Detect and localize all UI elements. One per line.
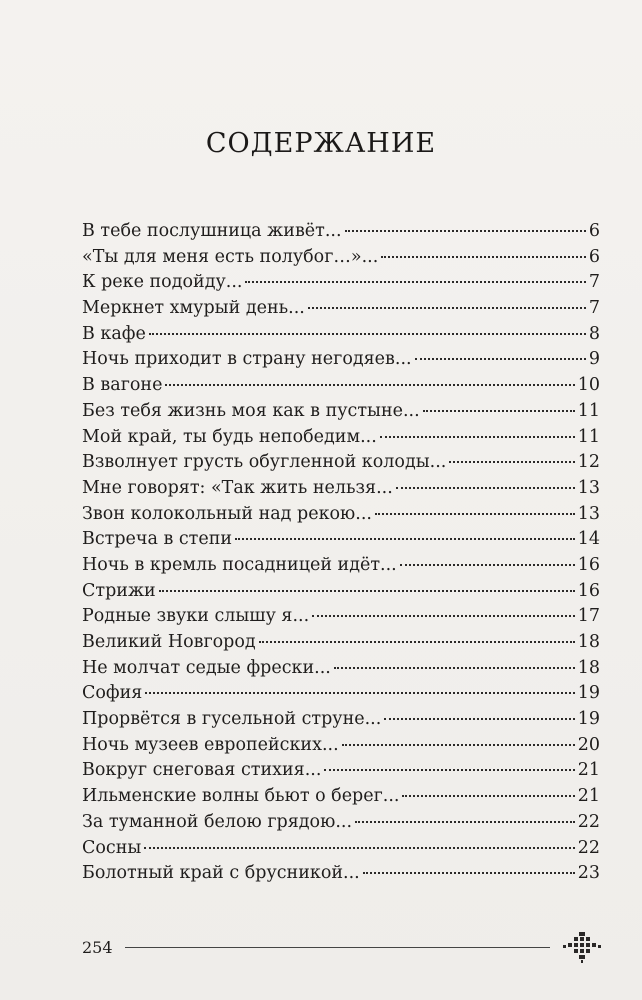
toc-leader-dots — [235, 538, 575, 540]
toc-entry-title: Взволнует грусть обугленной колоды... — [82, 452, 447, 473]
toc-leader-dots — [363, 872, 575, 874]
toc-entry — [82, 401, 600, 427]
toc-leader-dots — [144, 847, 574, 849]
toc-leader-dots — [423, 410, 575, 412]
toc-entry-page: 8 — [588, 323, 600, 344]
toc-leader-dots — [308, 307, 586, 309]
toc-entry — [82, 632, 600, 658]
toc-entry-page: 19 — [577, 683, 600, 704]
toc-leader-dots — [449, 461, 574, 463]
toc-entry — [82, 658, 600, 684]
toc-entry-title: В кафе — [82, 323, 146, 344]
toc-entry-title: Вокруг снеговая стихия... — [82, 760, 322, 781]
toc-entry-title: София — [82, 683, 143, 704]
toc-leader-dots — [342, 744, 575, 746]
toc-entry — [82, 247, 600, 273]
toc-entry — [82, 375, 600, 401]
toc-entry-title: В тебе послушница живёт... — [82, 221, 342, 241]
toc-leader-dots — [312, 615, 575, 617]
toc-entry-page: 23 — [577, 863, 600, 884]
toc-entry — [82, 504, 600, 530]
toc-entry — [82, 581, 600, 607]
toc-leader-dots — [324, 769, 574, 771]
toc-entry — [82, 529, 600, 555]
toc-leader-dots — [159, 590, 575, 592]
toc-entry-title: Звон колокольный над рекою... — [82, 503, 372, 524]
toc-entry — [82, 683, 600, 709]
toc-leader-dots — [381, 256, 586, 258]
toc-entry-title: Ильменские волны бьют о берег... — [82, 786, 400, 807]
toc-entry-title: Встреча в степи — [82, 529, 233, 550]
toc-leader-dots — [396, 487, 575, 489]
toc-entry-page: 7 — [588, 272, 600, 293]
toc-entry-title: Мне говорят: «Так жить нельзя... — [82, 477, 393, 498]
toc-entry — [82, 478, 600, 504]
toc-entry-page: 18 — [577, 657, 600, 678]
toc-entry-page: 21 — [577, 760, 600, 781]
toc-entry-title: Меркнет хмурый день... — [82, 298, 305, 319]
toc-entry — [82, 786, 600, 812]
toc-entry-page: 13 — [577, 503, 600, 524]
toc-entry-title: Мой край, ты будь непобедим... — [82, 426, 377, 447]
toc-entry-title: Без тебя жизнь моя как в пустыне... — [82, 400, 420, 421]
toc-entry — [82, 735, 600, 761]
page-title: СОДЕРЖАНИЕ — [205, 128, 437, 159]
toc-entry — [82, 452, 600, 478]
toc-entry — [82, 555, 600, 581]
toc-entry — [82, 324, 600, 350]
toc-entry-page: 6 — [588, 246, 600, 267]
toc-entry-page: 9 — [588, 349, 600, 370]
toc-entry-title: В вагоне — [82, 375, 163, 396]
toc-entry — [82, 812, 600, 838]
toc-entry-page: 18 — [577, 632, 600, 652]
toc-entry-title: «Ты для меня есть полубог…»... — [82, 246, 379, 267]
toc-entry — [82, 298, 600, 324]
toc-entry-page: 10 — [577, 375, 600, 396]
toc-entry — [82, 272, 600, 298]
toc-entry-title: Стрижи — [82, 580, 156, 601]
toc-entry-title: Болотный край с брусникой... — [82, 863, 360, 884]
toc-leader-dots — [375, 513, 575, 515]
toc-leader-dots — [415, 358, 586, 360]
toc-entry — [82, 349, 600, 375]
toc-entry-page: 21 — [577, 786, 600, 807]
toc-entry-page: 13 — [577, 477, 600, 498]
toc-leader-dots — [402, 795, 574, 797]
toc-leader-dots — [380, 436, 575, 438]
toc-leader-dots — [334, 667, 575, 669]
toc-entry-page: 12 — [577, 452, 600, 473]
toc-entry — [82, 606, 600, 632]
toc-leader-dots — [245, 281, 585, 283]
toc-entry-page: 19 — [577, 709, 600, 730]
toc-leader-dots — [400, 564, 575, 566]
toc-entry-page: 14 — [577, 529, 600, 550]
table-of-contents — [82, 221, 600, 889]
toc-entry-title: За туманной белою грядою... — [82, 811, 353, 832]
toc-entry-page: 20 — [577, 734, 600, 755]
toc-leader-dots — [345, 230, 586, 232]
toc-entry-title: Родные звуки слышу я... — [82, 606, 310, 627]
toc-entry-title: Ночь музеев европейских... — [82, 734, 339, 755]
toc-entry-title: Прорвётся в гусельной струне... — [82, 709, 382, 730]
toc-entry-page: 11 — [577, 400, 600, 421]
toc-entry — [82, 221, 600, 247]
toc-entry-page: 11 — [577, 426, 600, 447]
toc-leader-dots — [259, 641, 575, 643]
toc-entry-title: Великий Новгород — [82, 632, 256, 652]
toc-entry — [82, 709, 600, 735]
toc-entry-page: 17 — [577, 606, 600, 627]
toc-leader-dots — [149, 333, 586, 335]
toc-entry-title: Сосны — [82, 837, 142, 858]
toc-entry-page: 22 — [577, 811, 600, 832]
toc-leader-dots — [355, 821, 575, 823]
toc-entry-page: 22 — [577, 837, 600, 858]
toc-entry-title: Ночь приходит в страну негодяев... — [82, 349, 412, 370]
toc-entry-page: 6 — [588, 221, 600, 241]
toc-leader-dots — [384, 718, 574, 720]
page-footer — [82, 930, 602, 964]
toc-leader-dots — [145, 692, 574, 694]
toc-entry — [82, 863, 600, 889]
page-number: 254 — [82, 937, 113, 957]
toc-entry-title: Ночь в кремль посадницей идёт... — [82, 554, 397, 575]
toc-entry-title: Не молчат седые фрески... — [82, 657, 331, 678]
toc-entry-title: К реке подойду... — [82, 272, 243, 293]
footer-rule — [125, 947, 550, 948]
toc-entry — [82, 427, 600, 453]
toc-leader-dots — [165, 384, 574, 386]
toc-entry-page: 16 — [577, 554, 600, 575]
toc-entry — [82, 760, 600, 786]
cross-ornament-icon — [562, 930, 602, 964]
toc-entry-page: 7 — [588, 298, 600, 319]
toc-entry-page: 16 — [577, 580, 600, 601]
toc-entry — [82, 838, 600, 864]
